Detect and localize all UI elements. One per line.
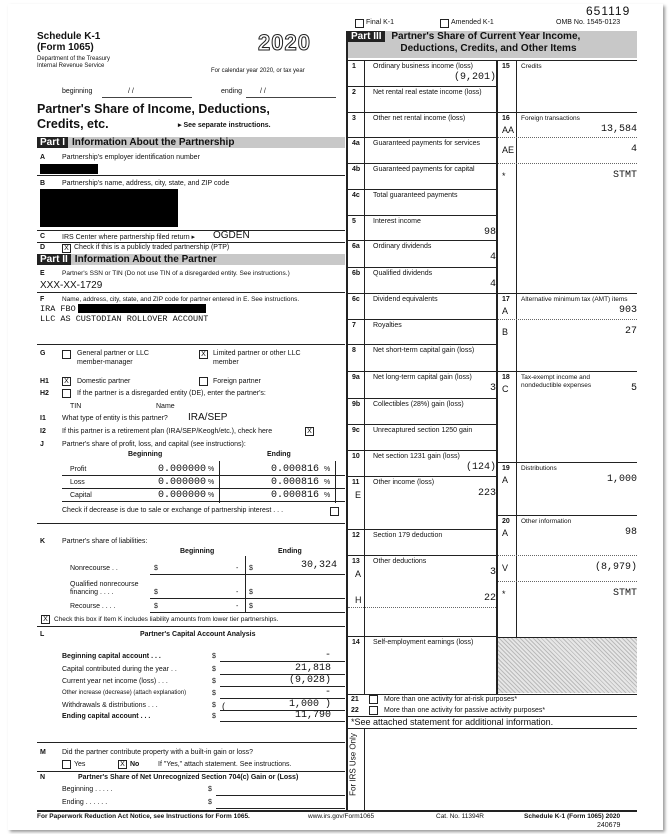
capital-row-value: - [324, 650, 331, 661]
k-qualified-end-dollar: $ [249, 589, 253, 596]
redacted-ein [40, 164, 98, 174]
item-e-label: Partner's SSN or TIN (Do not use TIN of a disregarded entity. See instructions.) [62, 270, 290, 277]
item-m-label: Did the partner contribute property with a built-in gain or loss? [62, 749, 254, 756]
line-rule [348, 398, 496, 399]
capital-row-rule [220, 721, 345, 722]
k-recourse-label: Recourse . . . . [70, 603, 116, 610]
box-value: 5 [630, 383, 637, 394]
box-code: AE [502, 145, 515, 155]
line-code: E [355, 490, 362, 500]
line-label: Guaranteed payments for services [373, 140, 480, 147]
capital-row-value: - [324, 687, 331, 698]
ending-label: ending [221, 88, 243, 95]
line22-label: More than one activity for passive activity purposes* [384, 707, 546, 714]
k-end-header: Ending [278, 548, 302, 555]
j-row-end: 0.000816 [270, 477, 319, 488]
line-rule [348, 424, 496, 425]
limited-partner-checkbox[interactable]: X [199, 350, 208, 359]
entity-type-value: IRA/SEP [188, 412, 228, 423]
line-number: 8 [352, 347, 356, 354]
box-rule [498, 60, 637, 61]
line-rule [348, 371, 496, 372]
box-number: 20 [502, 518, 510, 525]
line-rule [348, 137, 496, 138]
item-h2-label: If the partner is a disregarded entity (DE), enter the partner's: [77, 390, 266, 397]
form-reference: Schedule K-1 (Form 1065) 2020 [524, 813, 621, 820]
line-value: 3 [489, 567, 496, 578]
box-rule [498, 293, 637, 294]
k-qualified-label: Qualified nonrecourse [70, 581, 139, 588]
foreign-partner-label: Foreign partner [213, 378, 261, 385]
irs-label: Internal Revenue Service [37, 63, 105, 69]
j-row-begin-pct: % [208, 492, 215, 499]
line-number: 4b [352, 166, 361, 173]
k-nonrecourse-end-value: 30,324 [300, 560, 337, 571]
partner-name-line1: IRA FBO [40, 304, 76, 314]
k-qualified-label2: financing . . . . [70, 589, 114, 596]
line-label: Unrecaptured section 1250 gain [373, 427, 473, 434]
j-row-rule [62, 488, 345, 489]
line-label: Other deductions [373, 558, 427, 565]
box-code: B [502, 327, 509, 337]
capital-row-label: Current year net income (loss) . . . [62, 678, 168, 685]
j-row-begin: 0.000000 [157, 477, 206, 488]
box-label: Other information [521, 518, 572, 525]
line21-label: More than one activity for at-risk purposes* [384, 696, 518, 703]
ending-date[interactable]: / / [260, 88, 266, 95]
box-code: * [502, 171, 506, 181]
box-code: AA [502, 125, 515, 135]
line-value: (124) [465, 462, 496, 473]
beginning-label: beginning [62, 88, 93, 95]
line-number: 6a [352, 243, 360, 250]
j-row-end: 0.000816 [270, 464, 319, 475]
line-number: 9c [352, 427, 360, 434]
item-k-label: Partner's share of liabilities: [62, 538, 148, 545]
j-end-header: Ending [267, 451, 291, 458]
general-partner-label: General partner or LLC [77, 350, 149, 357]
form-title: Schedule K-1 [37, 31, 101, 42]
irs-center-value: OGDEN [213, 230, 250, 241]
part2-header [37, 254, 345, 265]
amended-k1-label: Amended K-1 [451, 19, 494, 26]
m-no-checkbox[interactable]: X [118, 760, 127, 769]
k-nonrecourse-begin-dollar: $ [154, 565, 158, 572]
box-number: 19 [502, 465, 510, 472]
box-value: (8,979) [594, 562, 637, 573]
paperwork-notice: For Paperwork Reduction Act Notice, see Instructions for Form 1065. [37, 813, 250, 820]
box-rule [498, 462, 637, 463]
shaded-area [498, 638, 637, 693]
box-number: 15 [502, 63, 510, 70]
line-label: Self-employment earnings (loss) [373, 639, 474, 646]
line-value: 223 [477, 488, 496, 499]
box-label: Alternative minimum tax (AMT) items [521, 296, 628, 303]
line-label: Interest income [373, 218, 421, 225]
j-row-end: 0.000816 [270, 490, 319, 501]
part2-title: Information About the Partner [74, 254, 217, 265]
retirement-plan-checkbox[interactable]: X [305, 427, 314, 436]
line-rule [348, 215, 496, 216]
n-begin-label: Beginning . . . . . [62, 786, 113, 793]
j-row-begin: 0.000000 [157, 464, 206, 475]
j-row-label: Profit [70, 466, 87, 473]
box-subrule [498, 163, 637, 164]
line-rule [348, 163, 496, 164]
j-decrease-label: Check if decrease is due to sale or exchange of partnership interest . . . [62, 507, 284, 514]
line-code: H [355, 595, 362, 605]
line-label: Other income (loss) [373, 479, 435, 486]
part1-tag: Part I [37, 137, 68, 148]
line-rule [348, 112, 496, 113]
box-rule [498, 112, 637, 113]
line-number: 13 [352, 558, 360, 565]
part3-tag: Part III [348, 31, 385, 42]
box-code: A [502, 475, 509, 485]
line-rule [348, 344, 496, 345]
line-number: 3 [352, 115, 356, 122]
capital-row-dollar: $ [212, 678, 216, 685]
j-row-label: Loss [70, 479, 85, 486]
line-number: 12 [352, 532, 360, 539]
box-value: 98 [624, 527, 637, 538]
line-rule [348, 189, 496, 190]
limited-partner-label: Limited partner or other LLC [213, 350, 301, 357]
box-rule [498, 371, 637, 372]
box-number: 17 [502, 296, 510, 303]
h2-name-label: Name [156, 403, 175, 410]
capital-row-dollar: $ [212, 702, 216, 709]
k-recourse-end-dollar: $ [249, 603, 253, 610]
line-value: 4 [489, 252, 496, 263]
box-value: 1,000 [606, 474, 637, 485]
part1-title: Information About the Partnership [72, 137, 235, 148]
part3-title-1: Partner's Share of Current Year Income, [391, 31, 581, 42]
general-partner-label2: member-manager [77, 359, 133, 366]
box-subrule [498, 581, 637, 582]
capital-row-dollar: $ [212, 666, 216, 673]
k-nonrecourse-label: Nonrecourse . . [70, 565, 118, 572]
k-begin-header: Beginning [180, 548, 215, 555]
beginning-line [102, 97, 192, 98]
j-row-label: Capital [70, 492, 92, 499]
disregarded-entity-checkbox[interactable] [62, 389, 71, 398]
capital-row-label: Capital contributed during the year . . [62, 666, 177, 673]
box-code: C [502, 384, 509, 394]
k-nonrecourse-begin-dash: - [236, 565, 239, 572]
j-col-divider [335, 461, 336, 503]
item-j-label: Partner's share of profit, loss, and capital (see instructions): [62, 441, 246, 448]
box-code: A [502, 306, 509, 316]
box-value: 4 [630, 144, 637, 155]
redacted-partner-name [78, 304, 206, 313]
box-number: 16 [502, 115, 510, 122]
box-value: 13,584 [600, 124, 637, 135]
j-row-end-pct: % [324, 479, 331, 486]
line-rule [348, 267, 496, 268]
k1-form-page: 651119 Final K-1 Amended K-1 OMB No. 1545-0123 Schedule K-1 (Form 1065) 2020 Department of the Treasury Internal Revenue Service For calendar year 2020, or tax year beginning / / ending / / Partner's Share of Income, Deductions, Credits, etc. ▸ See separate instructions. Part I Information About the Partnership A Partnership's employer identification number B Partnership's name, address, city, state, and ZIP code C IRS Center where partnership filed return ▸ OGDEN D X Check if this is a publicly traded partnership (PTP) Part II Information About the Partner E Partner's SSN or TIN (Do not use TIN of a disregarded entity. See instructions.) XXX-XX-1729 F Name, address, city, state, and ZIP code for partner entered in E. See instructions. IRA FBO LLC AS CUSTODIAN ROLLOVER ACCOUNT G General partner or LLC member-manager X Limited partner or other LLC member H1 X Domestic partner Foreign partner H2 If the partner is a disregarded entity (DE), enter the partner's: TIN Name I1 What type of entity is this partner? IRA/SEP I2 If this partner is a retirement plan (IRA/SEP/Keogh/etc.), check here X J Partner's share of profit, loss, and capital (see instructions): Beginning Ending Profit 0.000000 % 0.000816 % Loss 0.000000 % 0.000816 % Capital 0.000000 % 0.000816 % Check if decrease is due to sale or exchange of partnership interest . . . K Partner's share of liabilities: Beginning Ending Nonrecourse . . $ - $ 30,324 Qualified nonrecourse financing . . . . $ - $ Recourse . . . . $ - $ X Check this box if Item K includes liability amounts from lower tier partnerships. L Partner's Capital Account Analysis Beginning capital account . . . $ - Capital contributed during the year . . $ 21,818 Current year net income (loss) . . . $ (9,028) Other increase (decrease) (attach explanation) $ - Withdrawals & distributions . . . $ ( 1,000 ) Ending capital account . . . $ 11,790 M Did the partner contribute property with a built-in gain or loss? Yes X No If "Yes," attach statement. See instructions. N Partner's Share of Net Unrecognized Section 704(c) Gain or (Loss) Beginning . . . . . $ Ending . . . . . . $ Part III Partner's Share of Current Year Income, Deductions, Credits, and Other Items 1 Ordinary business income (loss) (9,201) 2 Net rental real estate income (loss) 3 Other net rental income (loss) 4a Guaranteed payments for services 4b Guaranteed payments for capital 4c Total guaranteed payments 5 Interest income 98 6a Ordinary dividends 4 6b Qualified dividends 4 6c Dividend equivalents 7 Royalties 8 Net short-term capital gain (loss) 9a Net long-term capital gain (loss) 3 9b Collectibles (28%) gain (loss) 9c Unrecaptured section 1250 gain 10 Net section 1231 gain (loss) (124) 11 Other income (loss) E 223 12 Section 179 deduction 13 Other deductions A 3 H 22 14 Self-employment earnings (loss) 15 Credits 16 Foreign transactions AA 13,584 AE 4 * STMT 17 Alternative minimum tax (AMT) items A 903 B 27 18 Tax-exempt income and nondeductible expenses C 5 19 Distributions A 1,000 20 Other information A 98 V (8,979) * STMT 21 More than one activity for at-risk purposes* 22 More than one activity for passive activity purposes* *See attached statement for additional information. For IRS Use Only For Paperwork Reduction Act Notice, see Instructions for Form 1065. www.irs.gov/Form1065 Cat. No. 11394R Schedule K-1 (Form 1065) 2020 240679 [8, 4, 663, 830]
redacted-partnership-name [40, 189, 178, 227]
line-number: 6c [352, 296, 360, 303]
form-subtitle: (Form 1065) [37, 42, 94, 53]
item-a-label: Partnership's employer identification number [62, 154, 200, 161]
treasury-dept: Department of the Treasury [37, 56, 111, 62]
k-nonrecourse-end-dollar: $ [249, 565, 253, 572]
k-recourse-begin-dollar: $ [154, 603, 158, 610]
line-rule [348, 60, 496, 61]
ending-line [246, 97, 336, 98]
box-value: 903 [618, 305, 637, 316]
main-title-line1: Partner's Share of Income, Deductions, [37, 102, 270, 116]
m-yes-checkbox[interactable] [62, 760, 71, 769]
box-value: 27 [624, 326, 637, 337]
limited-partner-label2: member [213, 359, 239, 366]
capital-row-dollar: $ [212, 690, 216, 697]
line-label: Net section 1231 gain (loss) [373, 453, 460, 460]
j-decrease-checkbox[interactable] [330, 507, 339, 516]
j-row-end-pct: % [324, 466, 331, 473]
line-number: 14 [352, 639, 360, 646]
attached-statement-note: *See attached statement for additional information. [351, 717, 554, 727]
capital-row-dollar: $ [212, 713, 216, 720]
item-b-label: Partnership's name, address, city, state, and ZIP code [62, 180, 230, 187]
j-row-rule [62, 501, 345, 502]
see-separate-instructions: ▸ See separate instructions. [178, 122, 271, 129]
omb-number: OMB No. 1545-0123 [556, 19, 621, 26]
catalog-number: Cat. No. 11394R [436, 813, 484, 820]
line-number: 10 [352, 453, 360, 460]
line13-split-rule [348, 607, 496, 608]
domestic-partner-checkbox[interactable]: X [62, 377, 71, 386]
domestic-partner-label: Domestic partner [77, 378, 131, 385]
line-number: 7 [352, 322, 356, 329]
box-label: Tax-exempt income and [521, 374, 591, 381]
line-label: Net rental real estate income (loss) [373, 89, 482, 96]
m-if-yes-label: If "Yes," attach statement. See instructions. [158, 761, 292, 768]
box-number: 18 [502, 374, 510, 381]
line-rule [348, 529, 496, 530]
line-number: 6b [352, 270, 361, 277]
line-label: Qualified dividends [373, 270, 433, 277]
line-rule [348, 319, 496, 320]
line-number: 11 [352, 479, 360, 486]
tax-year: 2020 [258, 30, 311, 55]
final-k1-label: Final K-1 [366, 19, 395, 26]
j-row-rule [62, 475, 345, 476]
capital-row-label: Withdrawals & distributions . . . [62, 702, 158, 709]
line-value: 22 [483, 593, 496, 604]
n-begin-dollar: $ [208, 786, 212, 793]
beginning-date[interactable]: / / [128, 88, 134, 95]
capital-row-dollar: $ [212, 653, 216, 660]
box-subrule [498, 319, 637, 320]
part3-title-2: Deductions, Credits, and Other Items [400, 43, 577, 54]
line-number: 2 [352, 89, 356, 96]
capital-row-label: Beginning capital account . . . [62, 653, 161, 660]
line-label: Section 179 deduction [373, 532, 443, 539]
line-label: Ordinary dividends [373, 243, 432, 250]
withdrawals-open-paren: ( [222, 701, 225, 711]
item-d-label: Check if this is a publicly traded partnership (PTP) [74, 244, 230, 251]
line-label: Net long-term capital gain (loss) [373, 374, 472, 381]
k-qualified-begin-dash: - [236, 589, 239, 596]
line-value: 3 [489, 383, 496, 394]
line-rule [348, 476, 496, 477]
item-i1-label: What type of entity is this partner? [62, 415, 168, 422]
box-value: STMT [612, 170, 637, 181]
line-rule [348, 636, 496, 637]
line22-checkbox[interactable] [369, 706, 378, 715]
box-value: STMT [612, 588, 637, 599]
m-yes-label: Yes [74, 761, 86, 768]
box-label: Credits [521, 63, 542, 70]
capital-row-value: 1,000 ) [288, 699, 331, 710]
line-number: 9b [352, 401, 361, 408]
irs-url[interactable]: www.irs.gov/Form1065 [308, 813, 375, 820]
part1-header [37, 137, 345, 148]
line-rule [348, 240, 496, 241]
irs-use-only-label: For IRS Use Only [348, 733, 358, 796]
n-end-dollar: $ [208, 799, 212, 806]
capital-row-value: 11,790 [294, 710, 331, 721]
foreign-partner-checkbox[interactable] [199, 377, 208, 386]
j-col-divider [219, 461, 220, 503]
line-rule [348, 450, 496, 451]
ptp-checkbox[interactable]: X [62, 244, 71, 253]
k-lower-tier-label: Check this box if Item K includes liability amounts from lower tier partnerships. [54, 616, 279, 623]
calendar-year: For calendar year 2020, or tax year [211, 68, 305, 74]
line-label: Net short-term capital gain (loss) [373, 347, 475, 354]
line21-checkbox[interactable] [369, 695, 378, 704]
line-label: Collectibles (28%) gain (loss) [373, 401, 464, 408]
line-label: Guaranteed payments for capital [373, 166, 475, 173]
box-code: V [502, 563, 509, 573]
line-label: Other net rental income (loss) [373, 115, 466, 122]
k-recourse-begin-dash: - [236, 603, 239, 610]
m-no-label: No [130, 761, 140, 768]
part3-header [348, 31, 637, 58]
line-value: 4 [489, 279, 496, 290]
item-n-label: Partner's Share of Net Unrecognized Section 704(c) Gain or (Loss) [78, 774, 299, 781]
line-label: Ordinary business income (loss) [373, 63, 473, 70]
line-value: (9,201) [453, 72, 496, 83]
partner-name-line2: LLC AS CUSTODIAN ROLLOVER ACCOUNT [40, 314, 209, 324]
general-partner-checkbox[interactable] [62, 350, 71, 359]
k-qualified-begin-dollar: $ [154, 589, 158, 596]
line-number: 9a [352, 374, 360, 381]
line-rule [348, 293, 496, 294]
line-label: Total guaranteed payments [373, 192, 458, 199]
n-end-label: Ending . . . . . . [62, 799, 108, 806]
box-subrule [498, 555, 637, 556]
capital-row-value: 21,818 [294, 663, 331, 674]
j-begin-header: Beginning [128, 451, 163, 458]
amended-k1-checkbox[interactable] [440, 19, 449, 28]
k-lower-tier-checkbox[interactable]: X [41, 615, 50, 624]
capital-row-label: Other increase (decrease) (attach explanation) [62, 690, 187, 696]
item-f-label: Name, address, city, state, and ZIP code for partner entered in E. See instructions. [62, 296, 300, 303]
line-number: 1 [352, 63, 356, 70]
line-number: 4a [352, 140, 360, 147]
line-rule [348, 86, 496, 87]
footer-code: 240679 [597, 822, 621, 829]
j-row-begin-pct: % [208, 466, 215, 473]
part2-tag: Part II [37, 254, 71, 265]
line-value: 98 [483, 227, 496, 238]
j-row-begin-pct: % [208, 479, 215, 486]
item-i2-label: If this partner is a retirement plan (IRA/SEP/Keogh/etc.), check here [62, 428, 273, 435]
box-label: Foreign transactions [521, 115, 580, 122]
capital-analysis-title: Partner's Capital Account Analysis [140, 631, 256, 638]
box-label2: nondeductible expenses [521, 382, 592, 389]
line-code: A [355, 569, 362, 579]
box-code: * [502, 589, 506, 599]
final-k1-checkbox[interactable] [355, 19, 364, 28]
capital-row-label: Ending capital account . . . [62, 713, 151, 720]
j-row-begin: 0.000000 [157, 490, 206, 501]
line-number: 4c [352, 192, 360, 199]
line-label: Dividend equivalents [373, 296, 438, 303]
item-c-label: IRS Center where partnership filed return ▸ [62, 234, 196, 241]
box-label: Distributions [521, 465, 557, 472]
main-title-line2: Credits, etc. [37, 117, 109, 131]
capital-row-rule [220, 661, 345, 662]
line-number: 5 [352, 218, 356, 225]
capital-row-value: (9,028) [288, 675, 331, 686]
j-row-end-pct: % [324, 492, 331, 499]
box-subrule [498, 137, 637, 138]
line-label: Royalties [373, 322, 402, 329]
h2-tin-label: TIN [70, 403, 82, 410]
document-number: 651119 [586, 4, 631, 18]
line-rule [348, 555, 496, 556]
box-code: A [502, 528, 509, 538]
box-rule [498, 515, 637, 516]
partner-tin: XXX-XX-1729 [40, 280, 103, 291]
